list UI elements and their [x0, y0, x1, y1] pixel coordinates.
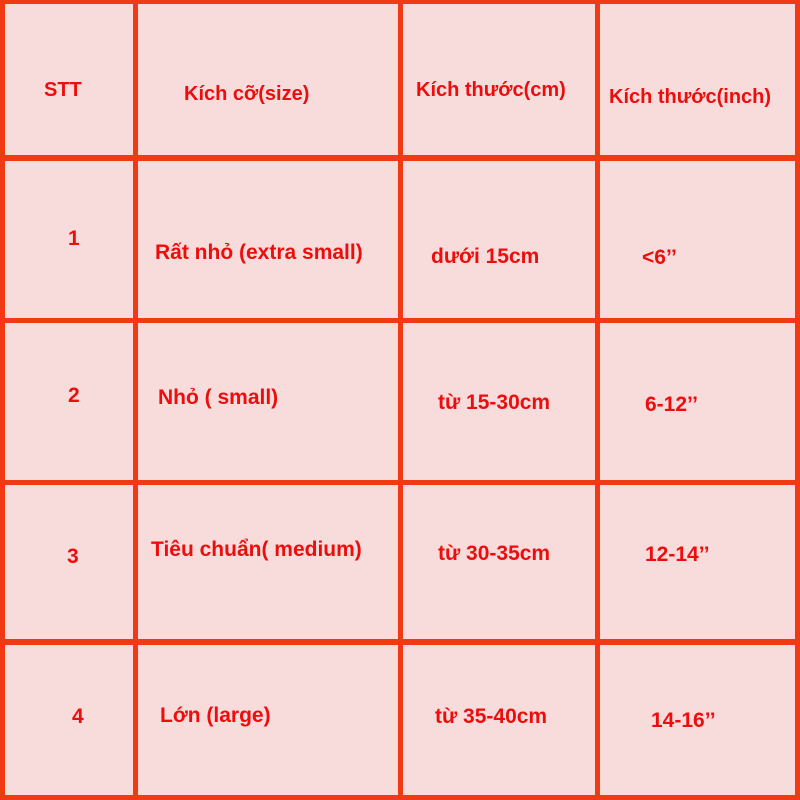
row-2-cm: từ 15-30cm — [438, 391, 551, 414]
row-3-inch: 12-14’’ — [645, 543, 710, 566]
row-4-cm: từ 35-40cm — [435, 705, 548, 728]
row-2-stt: 2 — [68, 384, 80, 407]
grid-line — [133, 0, 138, 800]
grid-line — [795, 0, 800, 800]
row-1-inch: <6’’ — [642, 246, 677, 269]
header-stt: STT — [44, 79, 82, 101]
grid-line — [0, 0, 5, 800]
header-size: Kích cỡ(size) — [184, 83, 310, 105]
row-3-size: Tiêu chuẩn( medium) — [151, 538, 362, 561]
row-4-size: Lớn (large) — [160, 704, 271, 727]
row-3-stt: 3 — [67, 545, 79, 568]
row-3-cm: từ 30-35cm — [438, 542, 551, 565]
row-2-size: Nhỏ ( small) — [158, 386, 279, 409]
row-1-size: Rất nhỏ (extra small) — [155, 241, 363, 264]
row-1-stt: 1 — [68, 227, 80, 250]
row-4-stt: 4 — [72, 705, 84, 728]
row-1-cm: dưới 15cm — [431, 245, 540, 268]
header-cm: Kích thước(cm) — [416, 79, 566, 101]
header-inch: Kích thước(inch) — [609, 86, 772, 108]
row-2-inch: 6-12’’ — [645, 393, 698, 416]
grid-line — [398, 0, 403, 800]
grid-line — [595, 0, 600, 800]
row-4-inch: 14-16’’ — [651, 709, 716, 732]
